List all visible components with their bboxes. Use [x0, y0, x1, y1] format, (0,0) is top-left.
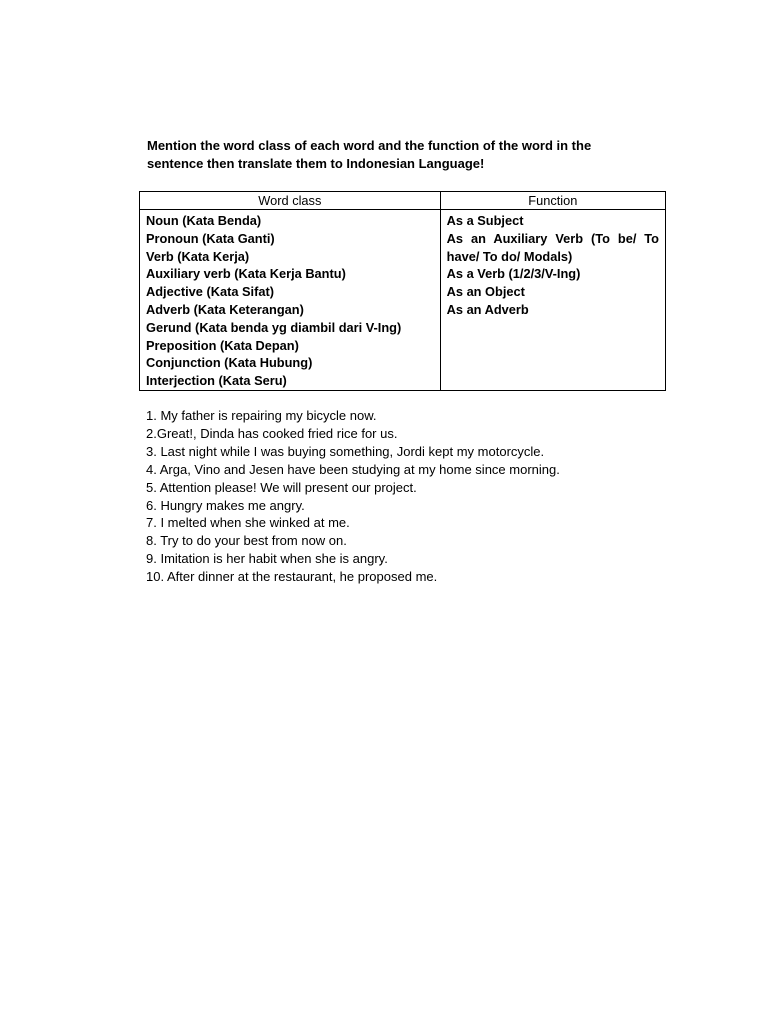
sentence-item: 9. Imitation is her habit when she is angry. [146, 551, 388, 567]
table-row [140, 210, 666, 391]
word-class-item: Conjunction (Kata Hubung) [146, 355, 313, 371]
function-item: As a Verb (1/2/3/V-Ing) [446, 266, 581, 282]
sentence-item: 5. Attention please! We will present our project. [146, 479, 417, 495]
table-header-row [140, 192, 666, 210]
word-class-item: Gerund (Kata benda yg diambil dari V-Ing) [146, 319, 402, 335]
function-item: As an Auxiliary Verb (To be/ To have/ To do/ Modals) [446, 230, 659, 264]
word-class-item: Adverb (Kata Keterangan) [146, 301, 304, 317]
header-function: Function [440, 192, 665, 210]
instructions-line-1: Mention the word class of each word and the function of the word in the [147, 138, 592, 153]
word-class-item: Preposition (Kata Depan) [146, 337, 299, 353]
sentence-item: 6. Hungry makes me angry. [146, 497, 305, 513]
sentence-item: 7. I melted when she winked at me. [146, 515, 350, 531]
sentence-item: 10. After dinner at the restaurant, he proposed me. [146, 569, 438, 585]
function-item: As a Subject [446, 213, 524, 228]
word-class-table [139, 191, 666, 391]
header-word-class: Word class [140, 192, 441, 210]
function-item: As an Adverb [446, 301, 529, 317]
sentence-item: 1. My father is repairing my bicycle now. [146, 408, 377, 423]
word-class-item: Pronoun (Kata Ganti) [146, 230, 275, 246]
word-class-item: Auxiliary verb (Kata Kerja Bantu) [146, 266, 346, 282]
word-class-item: Verb (Kata Kerja) [146, 248, 250, 264]
word-class-item: Adjective (Kata Sifat) [146, 284, 275, 300]
word-class-list [146, 212, 434, 390]
sentence-list [146, 407, 560, 586]
sentence-item: 2.Great!, Dinda has cooked fried rice for us. [146, 425, 398, 441]
sentence-item: 8. Try to do your best from now on. [146, 533, 347, 549]
word-class-cell [140, 210, 441, 391]
function-cell [440, 210, 665, 391]
sentence-item: 3. Last night while I was buying something, Jordi kept my motorcycle. [146, 443, 545, 459]
function-item: As an Object [446, 284, 525, 300]
instructions-line-2: sentence then translate them to Indonesian Language! [147, 156, 485, 171]
word-class-item: Noun (Kata Benda) [146, 213, 262, 228]
function-list [447, 212, 659, 319]
instructions [147, 137, 647, 173]
word-class-item: Interjection (Kata Seru) [146, 373, 287, 389]
sentence-item: 4. Arga, Vino and Jesen have been studying at my home since morning. [146, 461, 560, 477]
